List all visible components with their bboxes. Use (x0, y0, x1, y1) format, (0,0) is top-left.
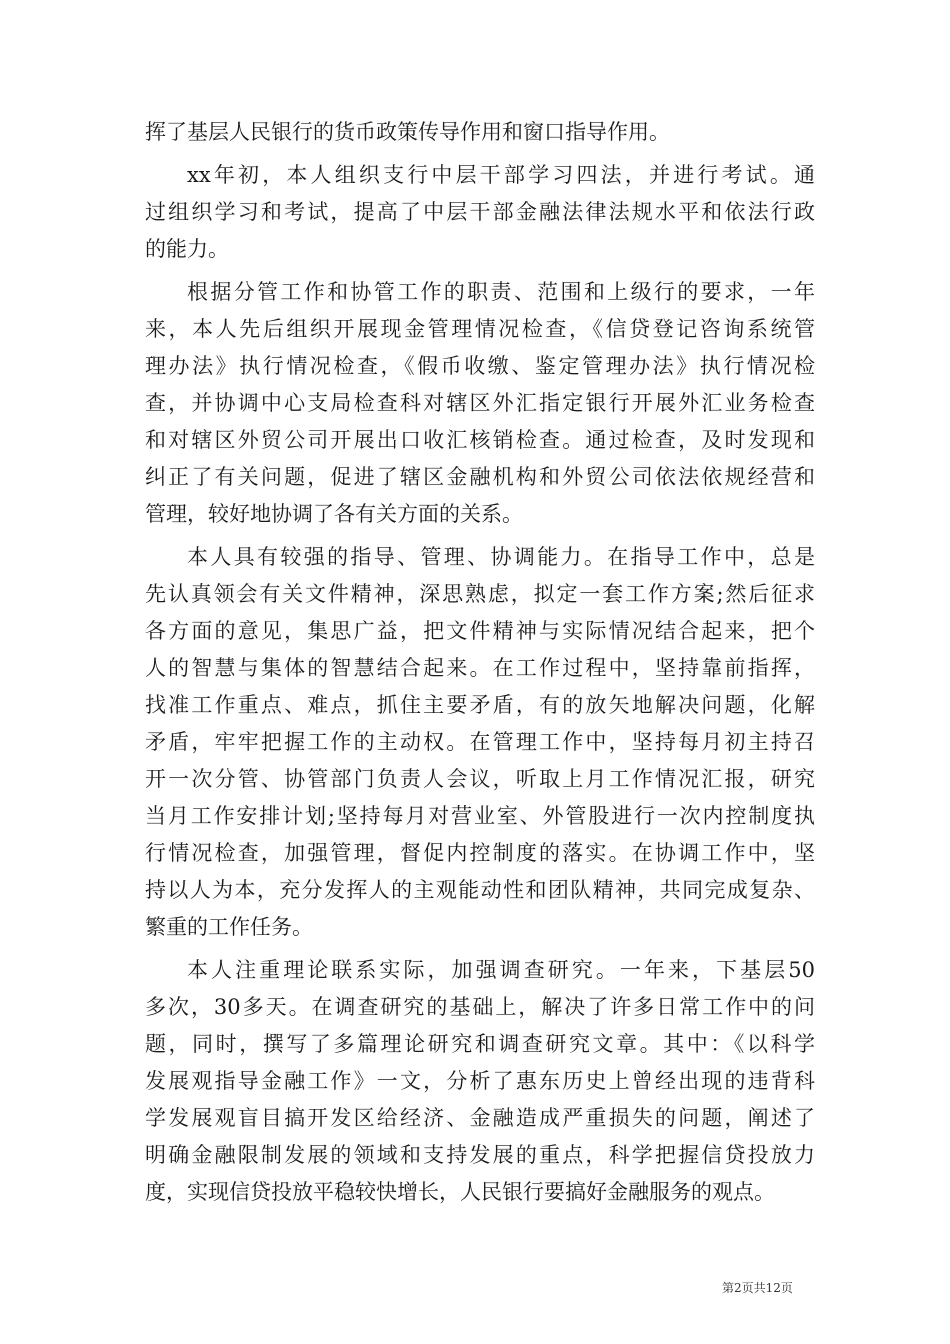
text-line: 学发展观盲目搞开发区给经济、金融造成严重损失的问题，阐述了 (145, 1106, 815, 1130)
text-line: 过组织学习和考试，提高了中层干部金融法律法规水平和依法行政 (145, 200, 815, 224)
document-body (145, 114, 815, 1211)
text-line: 本人注重理论联系实际，加强调查研究。一年来，下基层50 (187, 958, 815, 982)
paragraph-5 (145, 952, 815, 1211)
page-number: 第2页共12页 (722, 1281, 793, 1295)
text-line: 来，本人先后组织开展现金管理情况检查，《信贷登记咨询系统管 (145, 317, 815, 341)
text-line: 行情况检查，加强管理，督促内控制度的落实。在协调工作中，坚 (145, 841, 815, 865)
text-line: 题，同时，撰写了多篇理论研究和调查研究文章。其中：《以科学 (145, 1032, 815, 1056)
text-line: 根据分管工作和协管工作的职责、范围和上级行的要求，一年 (187, 280, 815, 304)
text-line: 挥了基层人民银行的货币政策传导作用和窗口指导作用。 (145, 120, 670, 144)
text-line: 纠正了有关问题，促进了辖区金融机构和外贸公司依法依规经营和 (145, 465, 815, 489)
text-line: 矛盾，牢牢把握工作的主动权。在管理工作中，坚持每月初主持召 (145, 730, 815, 754)
paragraph-1 (145, 114, 815, 151)
paragraph-2 (145, 157, 815, 268)
text-line: 管理，较好地协调了各有关方面的关系。 (145, 502, 523, 526)
text-line: 各方面的意见，集思广益，把文件精神与实际情况结合起来，把个 (145, 619, 815, 643)
paragraph-3 (145, 274, 815, 533)
paragraph-4 (145, 539, 815, 946)
text-line: 持以人为本，充分发挥人的主观能动性和团队精神，共同完成复杂、 (145, 878, 815, 902)
text-line: 繁重的工作任务。 (145, 915, 313, 939)
text-line: 度，实现信贷投放平稳较快增长，人民银行要搞好金融服务的观点。 (145, 1180, 775, 1204)
text-line: 开一次分管、协管部门负责人会议，听取上月工作情况汇报，研究 (145, 767, 815, 791)
text-line: 当月工作安排计划;坚持每月对营业室、外管股进行一次内控制度执 (145, 804, 815, 828)
text-line: 查，并协调中心支局检查科对辖区外汇指定银行开展外汇业务检查 (145, 391, 815, 415)
text-line: 多次，30多天。在调查研究的基础上，解决了许多日常工作中的问 (145, 995, 815, 1019)
text-line: 发展观指导金融工作》一文，分析了惠东历史上曾经出现的违背科 (145, 1069, 815, 1093)
text-line: 本人具有较强的指导、管理、协调能力。在指导工作中，总是 (187, 545, 815, 569)
text-line: 的能力。 (145, 237, 229, 261)
text-line: xx年初，本人组织支行中层干部学习四法，并进行考试。通 (187, 163, 815, 187)
text-line: 理办法》执行情况检查，《假币收缴、鉴定管理办法》执行情况检 (145, 354, 815, 378)
text-line: 找准工作重点、难点，抓住主要矛盾，有的放矢地解决问题，化解 (145, 693, 815, 717)
text-line: 先认真领会有关文件精神，深思熟虑，拟定一套工作方案;然后征求 (145, 582, 815, 606)
text-line: 明确金融限制发展的领域和支持发展的重点，科学把握信贷投放力 (145, 1143, 815, 1167)
text-line: 人的智慧与集体的智慧结合起来。在工作过程中，坚持靠前指挥， (145, 656, 815, 680)
text-line: 和对辖区外贸公司开展出口收汇核销检查。通过检查，及时发现和 (145, 428, 815, 452)
